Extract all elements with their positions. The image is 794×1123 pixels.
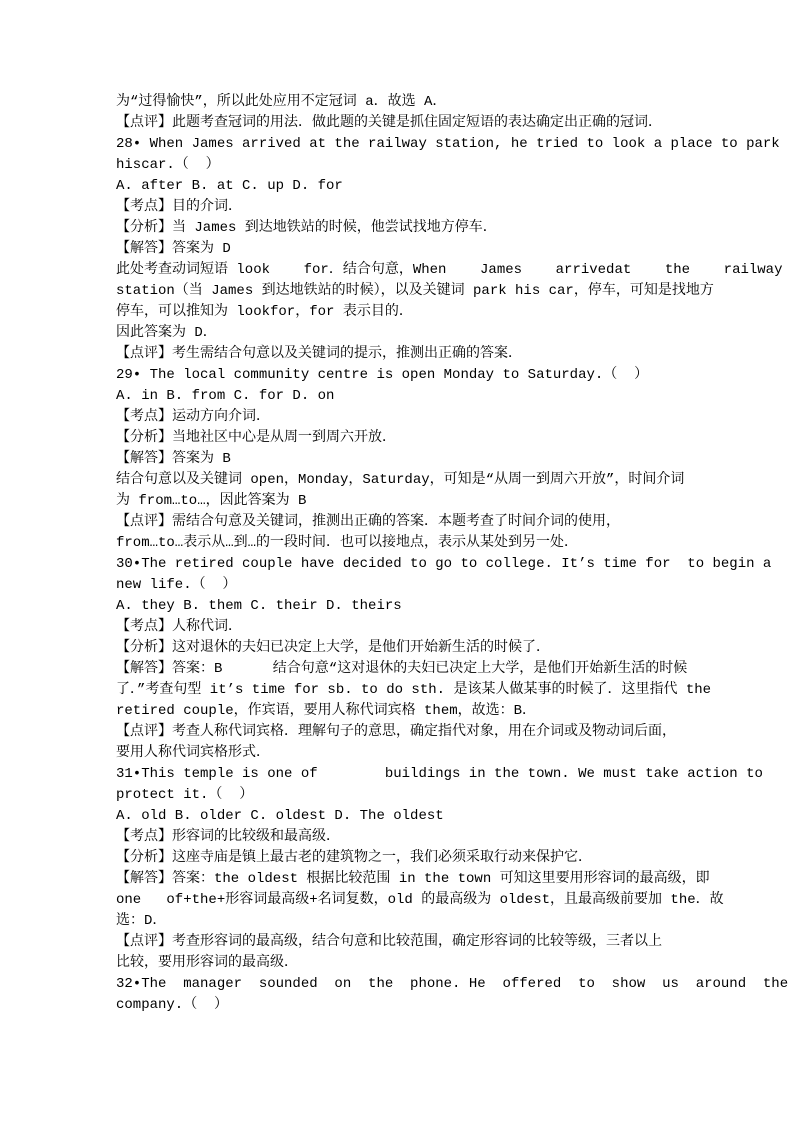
doc-line-15: A. in B. from C. for D. on xyxy=(116,388,335,404)
doc-line-11: 停车，可以推知为 lookfor，for 表示目的． xyxy=(116,304,413,320)
doc-line-20: 为 from…to…，因此答案为 B xyxy=(116,493,307,509)
doc-line-21: 【点评】需结合句意及关键词，推测出正确的答案．本题考查了时间介词的使用， xyxy=(116,514,620,530)
doc-line-6: 【考点】目的介词． xyxy=(116,199,242,215)
doc-line-25: A. they B. them C. their D. theirs xyxy=(116,598,402,614)
doc-line-40: 选：D． xyxy=(116,913,167,929)
doc-line-23: 30•The retired couple have decided to go to college. It’s time for to begin a xyxy=(116,556,772,572)
doc-line-2: 【点评】此题考查冠词的用法．做此题的关键是抓住固定短语的表达确定出正确的冠词． xyxy=(116,115,662,131)
doc-line-4: hiscar.（ ） xyxy=(116,157,220,173)
doc-line-27: 【分析】这对退休的夫妇已决定上大学，是他们开始新生活的时候了． xyxy=(116,640,550,656)
doc-line-37: 【分析】这座寺庙是镇上最古老的建筑物之一，我们必须采取行动来保护它． xyxy=(116,850,592,866)
doc-line-8: 【解答】答案为 D xyxy=(116,241,231,257)
doc-line-24: new life.（ ） xyxy=(116,577,237,593)
doc-line-32: 要用人称代词宾格形式． xyxy=(116,745,270,761)
doc-line-16: 【考点】运动方向介词． xyxy=(116,409,270,425)
doc-line-10: station（当 James 到达地铁站的时候），以及关键词 park his car，停车，可知是找地方 xyxy=(116,283,714,299)
doc-line-41: 【点评】考查形容词的最高级，结合句意和比较范围，确定形容词的比较等级，三者以上 xyxy=(116,934,662,950)
doc-line-31: 【点评】考查人称代词宾格．理解句子的意思，确定指代对象，用在介词或及物动词后面， xyxy=(116,724,676,740)
doc-line-12: 因此答案为 D． xyxy=(116,325,217,341)
doc-line-7: 【分析】当 James 到达地铁站的时候，他尝试找地方停车． xyxy=(116,220,497,236)
doc-line-26: 【考点】人称代词． xyxy=(116,619,242,635)
doc-line-35: A. old B. older C. oldest D. The oldest xyxy=(116,808,444,824)
doc-line-14: 29• The local community centre is open Monday to Saturday.（ ） xyxy=(116,367,649,383)
document-text-block xyxy=(116,92,789,1016)
doc-line-29: 了．”考查句型 it’s time for sb. to do sth. 是该某人做某事的时候了．这里指代 the xyxy=(116,682,712,698)
doc-line-28: 【解答】答案：B 结合句意“这对退休的夫妇已决定上大学，是他们开始新生活的时候 xyxy=(116,661,688,677)
doc-line-18: 【解答】答案为 B xyxy=(116,451,231,467)
doc-line-5: A. after B. at C. up D. for xyxy=(116,178,343,194)
doc-line-1: 为“过得愉快”，所以此处应用不定冠词 a．故选 A． xyxy=(116,94,447,110)
doc-line-39: one of+the+形容词最高级+名词复数，old 的最高级为 oldest，且最高级前要加 the．故 xyxy=(116,892,724,908)
doc-line-9: 此处考查动词短语 look for．结合句意，When James arrivedat the railway xyxy=(116,262,783,278)
doc-line-34: protect it.（ ） xyxy=(116,787,254,803)
doc-line-43: 32•The manager sounded on the phone. He offered to show us around the xyxy=(116,976,789,992)
doc-line-42: 比较，要用形容词的最高级． xyxy=(116,955,298,971)
doc-line-36: 【考点】形容词的比较级和最高级． xyxy=(116,829,340,845)
doc-line-3: 28• When James arrived at the railway station, he tried to look a place to park xyxy=(116,136,780,152)
doc-line-22: from…to…表示从…到…的一段时间．也可以接地点，表示从某处到另一处． xyxy=(116,535,579,551)
doc-line-13: 【点评】考生需结合句意以及关键词的提示，推测出正确的答案． xyxy=(116,346,522,362)
doc-line-17: 【分析】当地社区中心是从周一到周六开放． xyxy=(116,430,396,446)
doc-line-44: company.（ ） xyxy=(116,997,229,1013)
doc-line-30: retired couple，作宾语，要用人称代词宾格 them，故选：B． xyxy=(116,703,537,719)
doc-line-33: 31•This temple is one of buildings in the town. We must take action to xyxy=(116,766,763,782)
doc-line-38: 【解答】答案：the oldest 根据比较范围 in the town 可知这里要用形容词的最高级，即 xyxy=(116,871,710,887)
doc-line-19: 结合句意以及关键词 open，Monday，Saturday，可知是“从周一到周六开放”，时间介词 xyxy=(116,472,685,488)
